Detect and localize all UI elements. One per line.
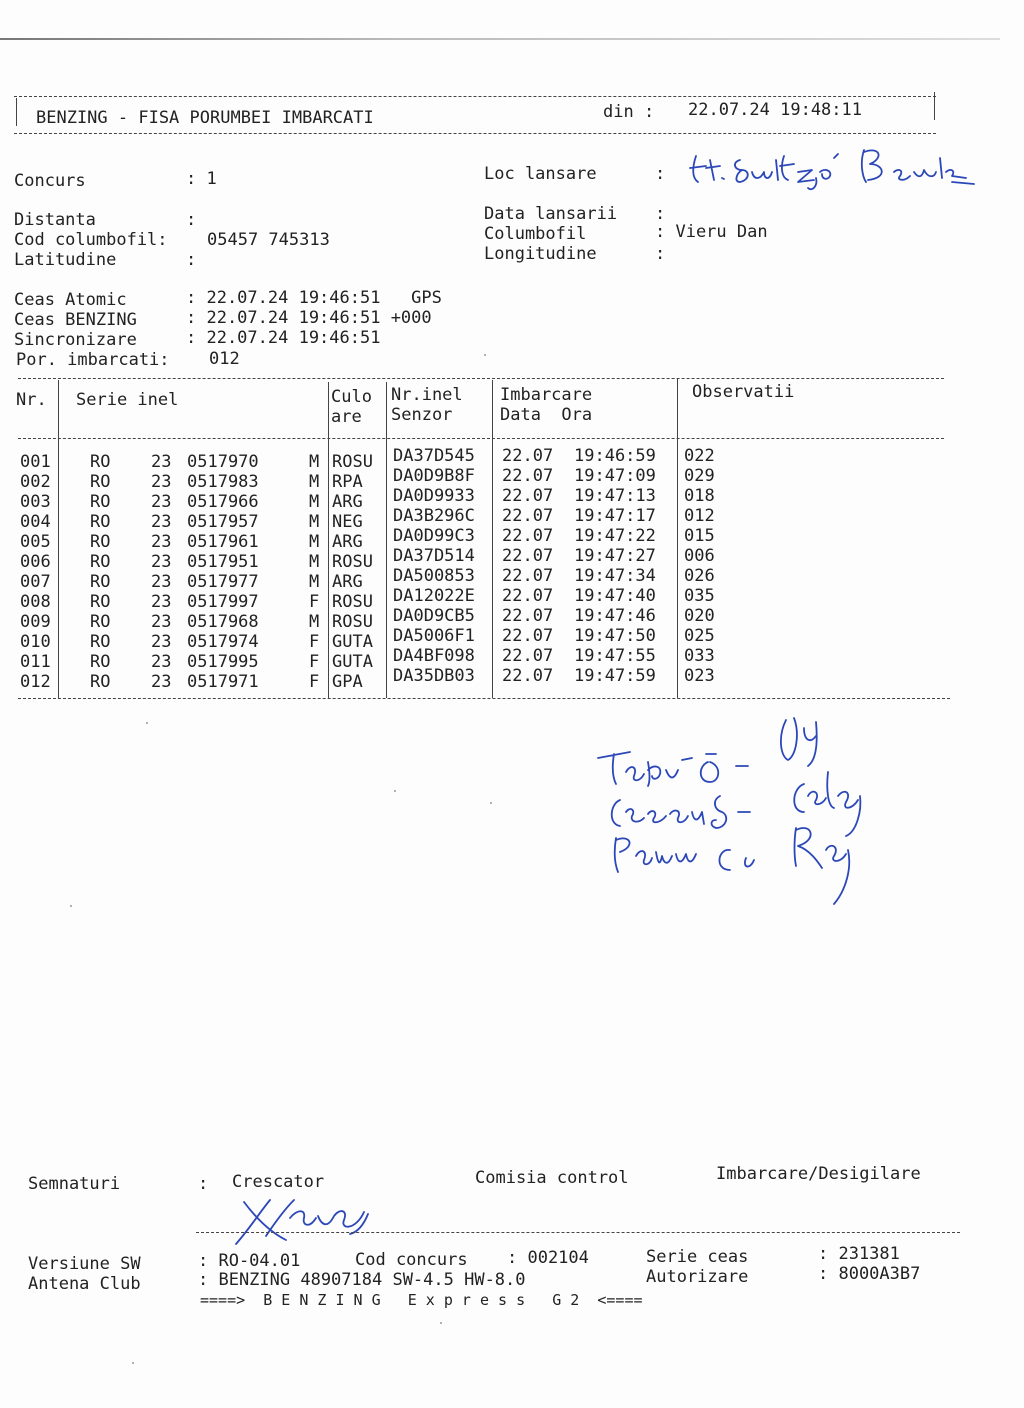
row-year: 23: [151, 452, 172, 472]
row-sex: M: [309, 512, 320, 532]
row-time: 19:46:59: [574, 446, 656, 466]
scan-speck: [146, 722, 148, 724]
row-nr: 011: [20, 652, 51, 672]
row-country: RO: [90, 452, 111, 472]
autorizare-value: : 8000A3B7: [818, 1264, 921, 1284]
table-row: [0, 606, 1024, 632]
table-row: [0, 466, 1024, 492]
row-year: 23: [151, 572, 172, 592]
row-color: ARG: [332, 532, 363, 552]
table-row: [0, 566, 1024, 592]
row-obs: 035: [684, 586, 715, 606]
row-obs: 006: [684, 546, 715, 566]
th-nrinel-1: Nr.inel: [391, 385, 463, 405]
row-obs: 012: [684, 506, 715, 526]
ceas-atomic-value: : 22.07.24 19:46:51 GPS: [186, 288, 442, 308]
scan-speck: [70, 905, 72, 907]
row-date: 22.07: [502, 586, 554, 606]
row-nr: 008: [20, 592, 51, 612]
row-nr: 004: [20, 512, 51, 532]
scan-speck: [132, 1362, 134, 1364]
row-year: 23: [151, 492, 172, 512]
cod-concurs-value: : 002104: [507, 1248, 589, 1268]
row-sex: M: [309, 572, 320, 592]
header-top-border: [14, 96, 936, 97]
document-title: BENZING - FISA PORUMBEI IMBARCATI: [36, 108, 374, 128]
autorizare-label: Autorizare: [646, 1267, 749, 1287]
row-country: RO: [90, 472, 111, 492]
row-date: 22.07: [502, 606, 554, 626]
row-color: GPA: [332, 672, 363, 692]
ceas-benzing-label: Ceas BENZING: [14, 310, 137, 330]
scan-speck: [490, 802, 492, 804]
row-year: 23: [151, 632, 172, 652]
row-nr: 007: [20, 572, 51, 592]
row-ring: 0517983: [187, 472, 259, 492]
row-color: ROSU: [332, 612, 373, 632]
row-ring: 0517974: [187, 632, 259, 652]
row-ring: 0517971: [187, 672, 259, 692]
table-row: [0, 626, 1024, 652]
row-date: 22.07: [502, 546, 554, 566]
row-ring: 0517997: [187, 592, 259, 612]
row-country: RO: [90, 572, 111, 592]
row-sensor: DA0D99C3: [393, 526, 475, 546]
antena-club-value: : BENZING 48907184 SW-4.5 HW-8.0: [198, 1270, 526, 1290]
row-sex: F: [309, 652, 320, 672]
din-label: din :: [603, 102, 655, 122]
row-nr: 009: [20, 612, 51, 632]
row-year: 23: [151, 472, 172, 492]
row-sensor: DA35DB03: [393, 666, 475, 686]
row-year: 23: [151, 612, 172, 632]
row-sex: F: [309, 632, 320, 652]
header-left-border: [16, 98, 17, 126]
scan-speck: [440, 1322, 442, 1324]
benzing-express-banner: ====> B E N Z I N G E x p r e s s G 2 <====: [200, 1291, 643, 1309]
concurs-label: Concurs: [14, 171, 86, 191]
row-color: ARG: [332, 572, 363, 592]
row-sex: F: [309, 592, 320, 612]
latitudine-value: :: [186, 250, 197, 270]
loc-lansare-handwriting: [684, 138, 984, 194]
row-sensor: DA3B296C: [393, 506, 475, 526]
row-ring: 0517968: [187, 612, 259, 632]
table-row: [0, 586, 1024, 612]
comisia-control-label: Comisia control: [475, 1168, 629, 1188]
row-country: RO: [90, 672, 111, 692]
cod-columbofil-value: 05457 745313: [207, 230, 330, 250]
row-time: 19:47:46: [574, 606, 656, 626]
row-time: 19:47:09: [574, 466, 656, 486]
row-ring: 0517961: [187, 532, 259, 552]
ceas-benzing-value: : 22.07.24 19:46:51 +000: [186, 308, 432, 328]
row-sensor: DA500853: [393, 566, 475, 586]
row-time: 19:47:13: [574, 486, 656, 506]
row-sensor: DA5006F1: [393, 626, 475, 646]
row-obs: 018: [684, 486, 715, 506]
row-ring: 0517966: [187, 492, 259, 512]
scan-speck: [484, 354, 486, 356]
row-obs: 029: [684, 466, 715, 486]
th-nrinel-2: Senzor: [391, 405, 453, 425]
crescator-signature: [230, 1188, 380, 1258]
cod-concurs-label: Cod concurs: [355, 1250, 468, 1270]
row-sensor: DA0D9B8F: [393, 466, 475, 486]
header-right-border: [934, 92, 935, 120]
row-ring: 0517957: [187, 512, 259, 532]
ceas-atomic-label: Ceas Atomic: [14, 290, 127, 310]
antena-club-label: Antena Club: [28, 1274, 141, 1294]
row-country: RO: [90, 512, 111, 532]
row-ring: 0517970: [187, 452, 259, 472]
scan-speck: [394, 790, 396, 792]
th-imbarcare-1: Imbarcare: [500, 385, 593, 405]
row-obs: 033: [684, 646, 715, 666]
row-sex: M: [309, 492, 320, 512]
row-year: 23: [151, 652, 172, 672]
row-nr: 006: [20, 552, 51, 572]
row-nr: 003: [20, 492, 51, 512]
row-time: 19:47:59: [574, 666, 656, 686]
row-sex: M: [309, 612, 320, 632]
row-year: 23: [151, 552, 172, 572]
row-ring: 0517977: [187, 572, 259, 592]
row-color: NEG: [332, 512, 363, 532]
row-time: 19:47:34: [574, 566, 656, 586]
distanta-label: Distanta: [14, 210, 96, 230]
row-sensor: DA4BF098: [393, 646, 475, 666]
th-culoare-1: Culo: [331, 387, 372, 407]
row-nr: 005: [20, 532, 51, 552]
semnaturi-label: Semnaturi: [28, 1174, 121, 1194]
th-culoare-2: are: [331, 407, 362, 427]
row-year: 23: [151, 592, 172, 612]
sincronizare-value: : 22.07.24 19:46:51: [186, 328, 381, 348]
row-date: 22.07: [502, 466, 554, 486]
row-obs: 023: [684, 666, 715, 686]
row-year: 23: [151, 512, 172, 532]
row-nr: 012: [20, 672, 51, 692]
row-color: ARG: [332, 492, 363, 512]
row-date: 22.07: [502, 486, 554, 506]
table-row: [0, 486, 1024, 512]
scan-edge: [0, 38, 1000, 40]
row-nr: 001: [20, 452, 51, 472]
loc-lansare-label: Loc lansare: [484, 164, 597, 184]
table-row: [0, 646, 1024, 672]
imbarcare-desigilare-label: Imbarcare/Desigilare: [716, 1164, 921, 1184]
row-color: RPA: [332, 472, 363, 492]
cod-columbofil-label: Cod columbofil:: [14, 230, 168, 250]
crescator-label: Crescator: [232, 1172, 325, 1192]
data-lansarii-value: :: [655, 204, 666, 224]
row-obs: 020: [684, 606, 715, 626]
th-observatii: Observatii: [692, 382, 795, 402]
table-row: [0, 506, 1024, 532]
serie-ceas-label: Serie ceas: [646, 1247, 749, 1267]
table-row: [0, 446, 1024, 472]
longitudine-label: Longitudine: [484, 244, 597, 264]
row-color: ROSU: [332, 552, 373, 572]
header-bottom-border: [14, 133, 936, 134]
row-sensor: DA12022E: [393, 586, 475, 606]
row-sensor: DA0D9CB5: [393, 606, 475, 626]
row-time: 19:47:27: [574, 546, 656, 566]
versiune-sw-value: : RO-04.01: [198, 1251, 301, 1271]
table-row: [0, 546, 1024, 572]
data-lansarii-label: Data lansarii: [484, 204, 618, 224]
th-serie-inel: Serie inel: [76, 390, 179, 410]
por-imbarcati-label: Por. imbarcati:: [16, 350, 170, 370]
serie-ceas-value: : 231381: [818, 1244, 900, 1264]
row-sensor: DA37D545: [393, 446, 475, 466]
handwritten-signatures: [590, 700, 890, 910]
loc-lansare-colon: :: [655, 164, 666, 184]
row-date: 22.07: [502, 566, 554, 586]
row-year: 23: [151, 532, 172, 552]
row-date: 22.07: [502, 666, 554, 686]
row-nr: 010: [20, 632, 51, 652]
row-date: 22.07: [502, 526, 554, 546]
semnaturi-colon: :: [198, 1174, 209, 1194]
row-country: RO: [90, 632, 111, 652]
longitudine-value: :: [655, 244, 666, 264]
row-date: 22.07: [502, 626, 554, 646]
row-date: 22.07: [502, 646, 554, 666]
row-obs: 026: [684, 566, 715, 586]
columbofil-value: : Vieru Dan: [655, 222, 768, 242]
footer-separator: [196, 1232, 960, 1233]
latitudine-label: Latitudine: [14, 250, 117, 270]
row-ring: 0517995: [187, 652, 259, 672]
distanta-value: :: [186, 210, 197, 230]
row-obs: 025: [684, 626, 715, 646]
row-time: 19:47:22: [574, 526, 656, 546]
table-header-bottom-border: [18, 438, 944, 439]
row-sex: M: [309, 472, 320, 492]
row-sex: M: [309, 452, 320, 472]
row-country: RO: [90, 652, 111, 672]
row-country: RO: [90, 592, 111, 612]
sincronizare-label: Sincronizare: [14, 330, 137, 350]
row-time: 19:47:40: [574, 586, 656, 606]
row-color: GUTA: [332, 632, 373, 652]
row-ring: 0517951: [187, 552, 259, 572]
versiune-sw-label: Versiune SW: [28, 1254, 141, 1274]
row-color: ROSU: [332, 452, 373, 472]
row-nr: 002: [20, 472, 51, 492]
row-date: 22.07: [502, 446, 554, 466]
row-sex: F: [309, 672, 320, 692]
table-bottom-border: [18, 698, 950, 699]
row-sex: M: [309, 532, 320, 552]
row-sex: M: [309, 552, 320, 572]
row-country: RO: [90, 532, 111, 552]
row-year: 23: [151, 672, 172, 692]
th-nr: Nr.: [16, 390, 47, 410]
table-row: [0, 666, 1024, 692]
row-color: GUTA: [332, 652, 373, 672]
concurs-value: : 1: [186, 169, 217, 189]
columbofil-label: Columbofil: [484, 224, 587, 244]
row-time: 19:47:50: [574, 626, 656, 646]
row-country: RO: [90, 492, 111, 512]
th-imbarcare-2: Data Ora: [500, 405, 593, 425]
din-value: 22.07.24 19:48:11: [688, 100, 862, 120]
row-sensor: DA37D514: [393, 546, 475, 566]
table-row: [0, 526, 1024, 552]
row-obs: 015: [684, 526, 715, 546]
row-country: RO: [90, 612, 111, 632]
row-sensor: DA0D9933: [393, 486, 475, 506]
row-time: 19:47:17: [574, 506, 656, 526]
row-date: 22.07: [502, 506, 554, 526]
row-country: RO: [90, 552, 111, 572]
por-imbarcati-value: 012: [209, 349, 240, 369]
row-time: 19:47:55: [574, 646, 656, 666]
row-color: ROSU: [332, 592, 373, 612]
table-top-border: [18, 378, 944, 379]
row-obs: 022: [684, 446, 715, 466]
